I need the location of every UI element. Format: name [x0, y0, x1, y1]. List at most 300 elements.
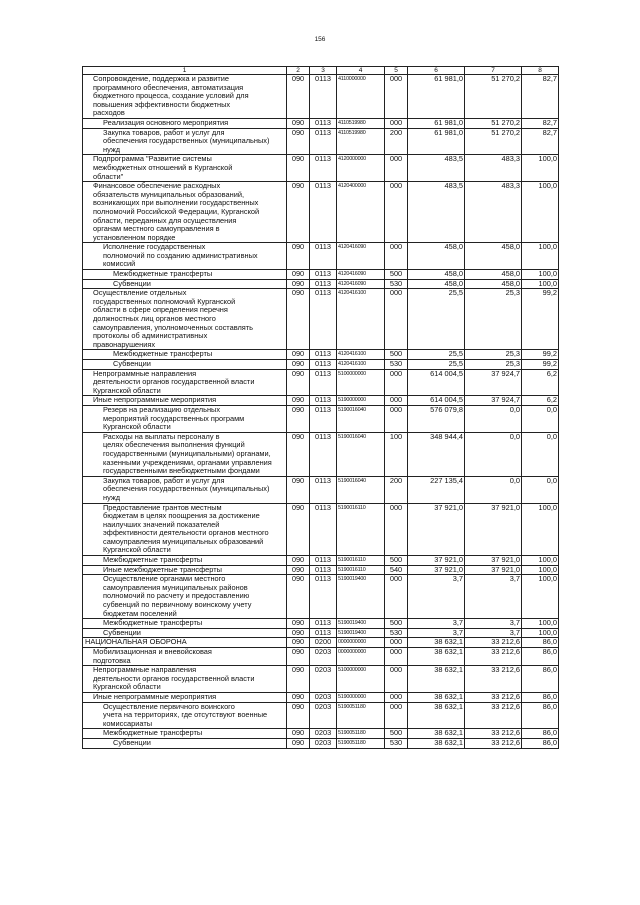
expense-name-cell	[83, 628, 287, 638]
execution-percent-cell: 99,2	[522, 360, 559, 370]
expense-type-cell: 000	[385, 369, 408, 396]
gr-code-cell: 090	[287, 738, 310, 748]
execution-percent-cell: 86,0	[522, 702, 559, 729]
actual-amount-cell: 458,0	[465, 270, 522, 280]
section-code-cell: 0113	[310, 396, 337, 406]
actual-amount-cell: 25,3	[465, 289, 522, 350]
expense-name-line: полномочий по расчету и предоставлению	[103, 592, 250, 601]
target-article-cell: 5190019400	[337, 575, 385, 619]
actual-amount-cell: 3,7	[465, 619, 522, 629]
expense-name-line: расходов	[93, 109, 125, 118]
expense-name-line: области, переданных для осуществления	[93, 216, 237, 225]
planned-amount-cell: 37 921,0	[408, 565, 465, 575]
expense-name-cell	[83, 575, 287, 619]
gr-code-cell: 090	[287, 628, 310, 638]
expense-name-line: Мобилизационная и вневойсковая	[93, 648, 212, 656]
gr-code-cell: 090	[287, 350, 310, 360]
planned-amount-cell: 614 004,5	[408, 396, 465, 406]
expense-name-line: полномочий по созданию административных	[103, 251, 258, 260]
expense-type-cell: 200	[385, 476, 408, 503]
section-code-cell: 0113	[310, 155, 337, 182]
section-code-cell: 0203	[310, 692, 337, 702]
expense-type-cell: 000	[385, 702, 408, 729]
expense-type-cell: 530	[385, 360, 408, 370]
table-row	[83, 503, 559, 556]
planned-amount-cell: 576 079,8	[408, 405, 465, 432]
expense-name-cell	[83, 702, 287, 729]
target-article-cell: 5190051180	[337, 702, 385, 729]
execution-percent-cell: 100,0	[522, 279, 559, 289]
target-article-cell: 5190019400	[337, 619, 385, 629]
section-code-cell: 0113	[310, 405, 337, 432]
target-article-cell: 4120400000	[337, 182, 385, 243]
table-row	[83, 405, 559, 432]
planned-amount-cell: 38 632,1	[408, 729, 465, 739]
planned-amount-cell: 483,5	[408, 182, 465, 243]
planned-amount-cell: 38 632,1	[408, 738, 465, 748]
planned-amount-cell: 37 921,0	[408, 503, 465, 556]
gr-code-cell: 090	[287, 666, 310, 693]
gr-code-cell: 090	[287, 619, 310, 629]
target-article-cell: 5190051180	[337, 738, 385, 748]
expense-type-cell: 530	[385, 279, 408, 289]
execution-percent-cell: 100,0	[522, 628, 559, 638]
gr-code-cell: 090	[287, 692, 310, 702]
execution-percent-cell: 86,0	[522, 666, 559, 693]
gr-code-cell: 090	[287, 182, 310, 243]
expense-name-line: Непрограммные направления	[93, 369, 197, 378]
expense-name-line: Межбюджетные трансферты	[113, 350, 213, 359]
target-article-cell: 5190019400	[337, 628, 385, 638]
expense-name-line: Осуществление первичного воинского	[103, 702, 235, 711]
actual-amount-cell: 33 212,6	[465, 692, 522, 702]
target-article-cell: 5190000000	[337, 396, 385, 406]
planned-amount-cell: 458,0	[408, 279, 465, 289]
expense-type-cell: 000	[385, 503, 408, 556]
expense-name-line: области в сфере определения перечня	[93, 306, 228, 315]
expense-name-line: обеспечения государственных (муниципальных)	[103, 137, 270, 146]
expense-type-cell: 500	[385, 270, 408, 280]
actual-amount-cell: 25,3	[465, 350, 522, 360]
expense-name-line: Иные непрограммные мероприятия	[93, 396, 217, 405]
expense-type-cell: 500	[385, 729, 408, 739]
actual-amount-cell: 37 921,0	[465, 565, 522, 575]
expense-name-cell	[83, 369, 287, 396]
expense-name-cell	[83, 279, 287, 289]
table-row	[83, 666, 559, 693]
table-row	[83, 575, 559, 619]
actual-amount-cell: 3,7	[465, 628, 522, 638]
execution-percent-cell: 82,7	[522, 128, 559, 155]
page-number: 156	[314, 36, 326, 43]
expense-type-cell: 500	[385, 556, 408, 566]
actual-amount-cell: 51 270,2	[465, 118, 522, 128]
gr-code-cell: 090	[287, 128, 310, 155]
planned-amount-cell: 458,0	[408, 270, 465, 280]
column-header-plan: 6	[408, 67, 465, 75]
target-article-cell: 5190016040	[337, 432, 385, 476]
expense-name-line: Курганской области	[103, 546, 171, 555]
section-code-cell: 0113	[310, 619, 337, 629]
table-row	[83, 155, 559, 182]
expense-type-cell: 000	[385, 118, 408, 128]
actual-amount-cell: 37 924,7	[465, 396, 522, 406]
table-row	[83, 692, 559, 702]
target-article-cell: 4120000000	[337, 155, 385, 182]
planned-amount-cell: 61 981,0	[408, 75, 465, 119]
expense-type-cell: 000	[385, 289, 408, 350]
expense-name-line: Межбюджетные трансферты	[103, 556, 203, 565]
expense-type-cell: 000	[385, 638, 408, 648]
target-article-cell: 5190016110	[337, 565, 385, 575]
expense-name-line: протоколы об административных	[93, 332, 208, 341]
actual-amount-cell: 51 270,2	[465, 128, 522, 155]
target-article-cell: 5190051180	[337, 729, 385, 739]
expense-name-cell	[83, 118, 287, 128]
execution-percent-cell: 6,2	[522, 369, 559, 396]
target-article-cell: 4120416100	[337, 350, 385, 360]
expense-name-line: самоуправления муниципальных районов	[103, 583, 248, 592]
section-code-cell: 0113	[310, 432, 337, 476]
table-row	[83, 75, 559, 119]
target-article-cell: 4120416090	[337, 243, 385, 270]
planned-amount-cell: 38 632,1	[408, 638, 465, 648]
section-code-cell: 0200	[310, 638, 337, 648]
expense-name-line: субвенций по первичному воинскому учету	[103, 601, 252, 610]
execution-percent-cell: 6,2	[522, 396, 559, 406]
expense-name-line: Курганской области	[103, 423, 171, 432]
planned-amount-cell: 458,0	[408, 243, 465, 270]
planned-amount-cell: 3,7	[408, 575, 465, 619]
expense-name-line: Расходы на выплаты персоналу в	[103, 432, 220, 441]
execution-percent-cell: 86,0	[522, 692, 559, 702]
expense-name-line: Межбюджетные трансферты	[103, 619, 203, 628]
expense-name-cell	[83, 405, 287, 432]
actual-amount-cell: 33 212,6	[465, 702, 522, 729]
expense-name-line: возникающих при выполнении государственных	[93, 199, 259, 208]
expense-type-cell: 000	[385, 692, 408, 702]
table-row	[83, 369, 559, 396]
execution-percent-cell: 86,0	[522, 648, 559, 666]
expense-name-line: Закупка товаров, работ и услуг для	[103, 476, 225, 485]
gr-code-cell: 090	[287, 432, 310, 476]
execution-percent-cell: 86,0	[522, 638, 559, 648]
expense-name-cell	[83, 692, 287, 702]
expense-name-line: нужд	[103, 493, 121, 502]
target-article-cell: 5190000000	[337, 692, 385, 702]
actual-amount-cell: 33 212,6	[465, 729, 522, 739]
expense-name-line: бюджетам поселений	[103, 609, 177, 618]
column-header-percent: 8	[522, 67, 559, 75]
gr-code-cell: 090	[287, 575, 310, 619]
expense-name-line: программного обеспечения, автоматизация	[93, 83, 244, 92]
table-row	[83, 350, 559, 360]
expense-type-cell: 530	[385, 628, 408, 638]
expense-name-line: Межбюджетные трансферты	[113, 270, 213, 279]
planned-amount-cell: 38 632,1	[408, 692, 465, 702]
section-code-cell: 0113	[310, 279, 337, 289]
actual-amount-cell: 0,0	[465, 476, 522, 503]
expense-name-line: Курганской области	[93, 683, 161, 692]
expense-name-line: полномочий Российской Федерации, Курганской	[93, 207, 260, 216]
actual-amount-cell: 51 270,2	[465, 75, 522, 119]
table-row	[83, 396, 559, 406]
table-row	[83, 279, 559, 289]
section-code-cell: 0113	[310, 289, 337, 350]
column-header-rz: 3	[310, 67, 337, 75]
gr-code-cell: 090	[287, 702, 310, 729]
expense-name-cell	[83, 396, 287, 406]
actual-amount-cell: 33 212,6	[465, 666, 522, 693]
expense-type-cell: 000	[385, 396, 408, 406]
table-row	[83, 243, 559, 270]
expense-name-cell	[83, 619, 287, 629]
execution-percent-cell: 100,0	[522, 556, 559, 566]
table-row	[83, 628, 559, 638]
planned-amount-cell: 483,5	[408, 155, 465, 182]
gr-code-cell: 090	[287, 118, 310, 128]
expense-type-cell: 000	[385, 243, 408, 270]
expense-name-line: повышения эффективности бюджетных	[93, 100, 231, 109]
section-code-cell: 0113	[310, 118, 337, 128]
expense-name-cell	[83, 503, 287, 556]
execution-percent-cell: 0,0	[522, 476, 559, 503]
table-row	[83, 360, 559, 370]
execution-percent-cell: 100,0	[522, 155, 559, 182]
target-article-cell: 4120416100	[337, 289, 385, 350]
expense-name-line: правонарушениях	[93, 340, 156, 349]
section-code-cell: 0203	[310, 738, 337, 748]
target-article-cell: 5100000000	[337, 369, 385, 396]
execution-percent-cell: 86,0	[522, 729, 559, 739]
expense-name-line: Непрограммные направления	[93, 666, 197, 675]
expense-name-line: органам местного самоуправления в	[93, 225, 220, 234]
actual-amount-cell: 0,0	[465, 405, 522, 432]
execution-percent-cell: 100,0	[522, 619, 559, 629]
table-row	[83, 738, 559, 748]
expense-name-cell	[83, 128, 287, 155]
expense-name-cell	[83, 432, 287, 476]
expense-name-line: подготовка	[93, 656, 131, 665]
expense-name-line: самоуправления, уполномоченных составлять	[93, 323, 253, 332]
section-code-cell: 0113	[310, 75, 337, 119]
section-code-cell: 0113	[310, 350, 337, 360]
table-row	[83, 565, 559, 575]
target-article-cell: 5190016110	[337, 556, 385, 566]
planned-amount-cell: 38 632,1	[408, 666, 465, 693]
column-header-fact: 7	[465, 67, 522, 75]
actual-amount-cell: 33 212,6	[465, 648, 522, 666]
execution-percent-cell: 0,0	[522, 405, 559, 432]
expense-name-line: целях обеспечения выполнения функций	[103, 441, 245, 450]
execution-percent-cell: 100,0	[522, 270, 559, 280]
expense-name-line: обязательств муниципальных образований,	[93, 190, 244, 199]
actual-amount-cell: 33 212,6	[465, 738, 522, 748]
expense-name-line: Субвенции	[113, 360, 151, 368]
expense-name-cell	[83, 182, 287, 243]
target-article-cell: 5190016040	[337, 405, 385, 432]
gr-code-cell: 090	[287, 243, 310, 270]
gr-code-cell: 090	[287, 648, 310, 666]
expense-name-line: государственными внебюджетными фондами	[103, 467, 260, 476]
planned-amount-cell: 348 944,4	[408, 432, 465, 476]
expense-name-cell	[83, 155, 287, 182]
expense-name-line: Исполнение государственных	[103, 243, 206, 252]
expense-name-line: Межбюджетные трансферты	[103, 729, 203, 738]
gr-code-cell: 090	[287, 556, 310, 566]
expense-type-cell: 000	[385, 155, 408, 182]
expense-name-line: Резерв на реализацию отдельных	[103, 405, 221, 414]
actual-amount-cell: 483,3	[465, 155, 522, 182]
table-row	[83, 289, 559, 350]
expense-name-line: Субвенции	[103, 628, 141, 637]
expense-name-line: Иные межбюджетные трансферты	[103, 565, 222, 574]
expense-name-line: Субвенции	[113, 279, 151, 288]
expense-name-cell	[83, 360, 287, 370]
table-row	[83, 270, 559, 280]
planned-amount-cell: 3,7	[408, 628, 465, 638]
planned-amount-cell: 227 135,4	[408, 476, 465, 503]
expense-name-cell	[83, 666, 287, 693]
column-header-vr: 5	[385, 67, 408, 75]
expense-name-cell	[83, 270, 287, 280]
target-article-cell: 0000000000	[337, 638, 385, 648]
gr-code-cell: 090	[287, 360, 310, 370]
column-header-gr: 2	[287, 67, 310, 75]
column-header-name: 1	[83, 67, 287, 75]
expense-name-line: учета на территориях, где отсутствуют военные	[103, 711, 268, 720]
expense-type-cell: 000	[385, 648, 408, 666]
section-code-cell: 0203	[310, 729, 337, 739]
expense-name-line: Осуществление органами местного	[103, 575, 226, 584]
execution-percent-cell: 82,7	[522, 118, 559, 128]
table-row	[83, 648, 559, 666]
table-row	[83, 702, 559, 729]
expense-type-cell: 000	[385, 405, 408, 432]
expense-name-line: Реализация основного мероприятия	[103, 118, 229, 127]
execution-percent-cell: 86,0	[522, 738, 559, 748]
expense-name-line: нужд	[103, 145, 121, 154]
expense-type-cell: 500	[385, 350, 408, 360]
section-code-cell: 0113	[310, 360, 337, 370]
expense-name-line: деятельности органов государственной власти	[93, 674, 255, 683]
expense-name-line: государственными (муниципальными) органами,	[103, 449, 271, 458]
table-row	[83, 128, 559, 155]
gr-code-cell: 090	[287, 75, 310, 119]
table-row	[83, 476, 559, 503]
target-article-cell: 4120416090	[337, 279, 385, 289]
actual-amount-cell: 483,3	[465, 182, 522, 243]
section-code-cell: 0203	[310, 702, 337, 729]
expense-type-cell: 000	[385, 75, 408, 119]
gr-code-cell: 090	[287, 279, 310, 289]
target-article-cell: 4120416090	[337, 270, 385, 280]
planned-amount-cell: 38 632,1	[408, 702, 465, 729]
expense-type-cell: 000	[385, 575, 408, 619]
section-code-cell: 0113	[310, 503, 337, 556]
table-row	[83, 432, 559, 476]
execution-percent-cell: 100,0	[522, 565, 559, 575]
expense-name-line: комиссариаты	[103, 719, 153, 728]
expense-name-line: Субвенции	[113, 738, 151, 747]
gr-code-cell: 090	[287, 369, 310, 396]
actual-amount-cell: 25,3	[465, 360, 522, 370]
section-code-cell: 0113	[310, 182, 337, 243]
planned-amount-cell: 3,7	[408, 619, 465, 629]
gr-code-cell: 090	[287, 476, 310, 503]
execution-percent-cell: 99,2	[522, 350, 559, 360]
section-code-cell: 0203	[310, 666, 337, 693]
table-row	[83, 729, 559, 739]
section-code-cell: 0113	[310, 628, 337, 638]
expense-name-cell	[83, 648, 287, 666]
target-article-cell: 4110519980	[337, 128, 385, 155]
planned-amount-cell: 61 981,0	[408, 128, 465, 155]
planned-amount-cell: 37 921,0	[408, 556, 465, 566]
section-code-cell: 0113	[310, 575, 337, 619]
planned-amount-cell: 38 632,1	[408, 648, 465, 666]
section-code-cell: 0113	[310, 476, 337, 503]
expense-type-cell: 200	[385, 128, 408, 155]
target-article-cell: 0000000000	[337, 648, 385, 666]
expense-name-line: самоуправления муниципальных образований	[103, 537, 264, 546]
gr-code-cell: 090	[287, 503, 310, 556]
expense-name-cell	[83, 476, 287, 503]
expense-name-cell	[83, 75, 287, 119]
expense-name-line: Сопровождение, поддержка и развитие	[93, 75, 230, 83]
expense-name-line: мероприятий государственных программ	[103, 414, 245, 423]
expense-name-line: Финансовое обеспечение расходных	[93, 182, 221, 191]
section-code-cell: 0113	[310, 243, 337, 270]
section-code-cell: 0203	[310, 648, 337, 666]
expense-type-cell: 540	[385, 565, 408, 575]
expense-name-line: должностных лиц органов местного	[93, 315, 216, 324]
gr-code-cell: 090	[287, 289, 310, 350]
expense-type-cell: 000	[385, 182, 408, 243]
section-code-cell: 0113	[310, 556, 337, 566]
table-row	[83, 118, 559, 128]
actual-amount-cell: 3,7	[465, 575, 522, 619]
expense-name-line: установленном порядке	[93, 233, 176, 242]
expense-name-cell	[83, 565, 287, 575]
expense-name-line: деятельности органов государственной власти	[93, 378, 255, 387]
planned-amount-cell: 614 004,5	[408, 369, 465, 396]
expense-name-line: обеспечения государственных (муниципальных)	[103, 485, 270, 494]
execution-percent-cell: 100,0	[522, 182, 559, 243]
actual-amount-cell: 0,0	[465, 432, 522, 476]
section-code-cell: 0113	[310, 369, 337, 396]
section-code-cell: 0113	[310, 128, 337, 155]
gr-code-cell: 090	[287, 565, 310, 575]
expense-name-line: наилучших значений показателей	[103, 520, 220, 529]
expense-name-line: казенными учреждениями, органами управления	[103, 458, 272, 467]
table-header-row	[83, 67, 559, 75]
actual-amount-cell: 33 212,6	[465, 638, 522, 648]
expense-name-line: межбюджетных отношений в Курганской	[93, 163, 233, 172]
expense-name-line: Осуществление отдельных	[93, 289, 187, 298]
expense-type-cell: 000	[385, 666, 408, 693]
budget-table	[82, 66, 559, 749]
expense-name-line: бюджетного процесса, создание условий для	[93, 92, 249, 101]
actual-amount-cell: 458,0	[465, 279, 522, 289]
target-article-cell: 5190016040	[337, 476, 385, 503]
actual-amount-cell: 37 924,7	[465, 369, 522, 396]
table-row	[83, 556, 559, 566]
expense-name-cell	[83, 638, 287, 648]
target-article-cell: 5190016110	[337, 503, 385, 556]
expense-name-line: Курганской области	[93, 386, 161, 395]
expense-name-line: комиссий	[103, 260, 136, 269]
